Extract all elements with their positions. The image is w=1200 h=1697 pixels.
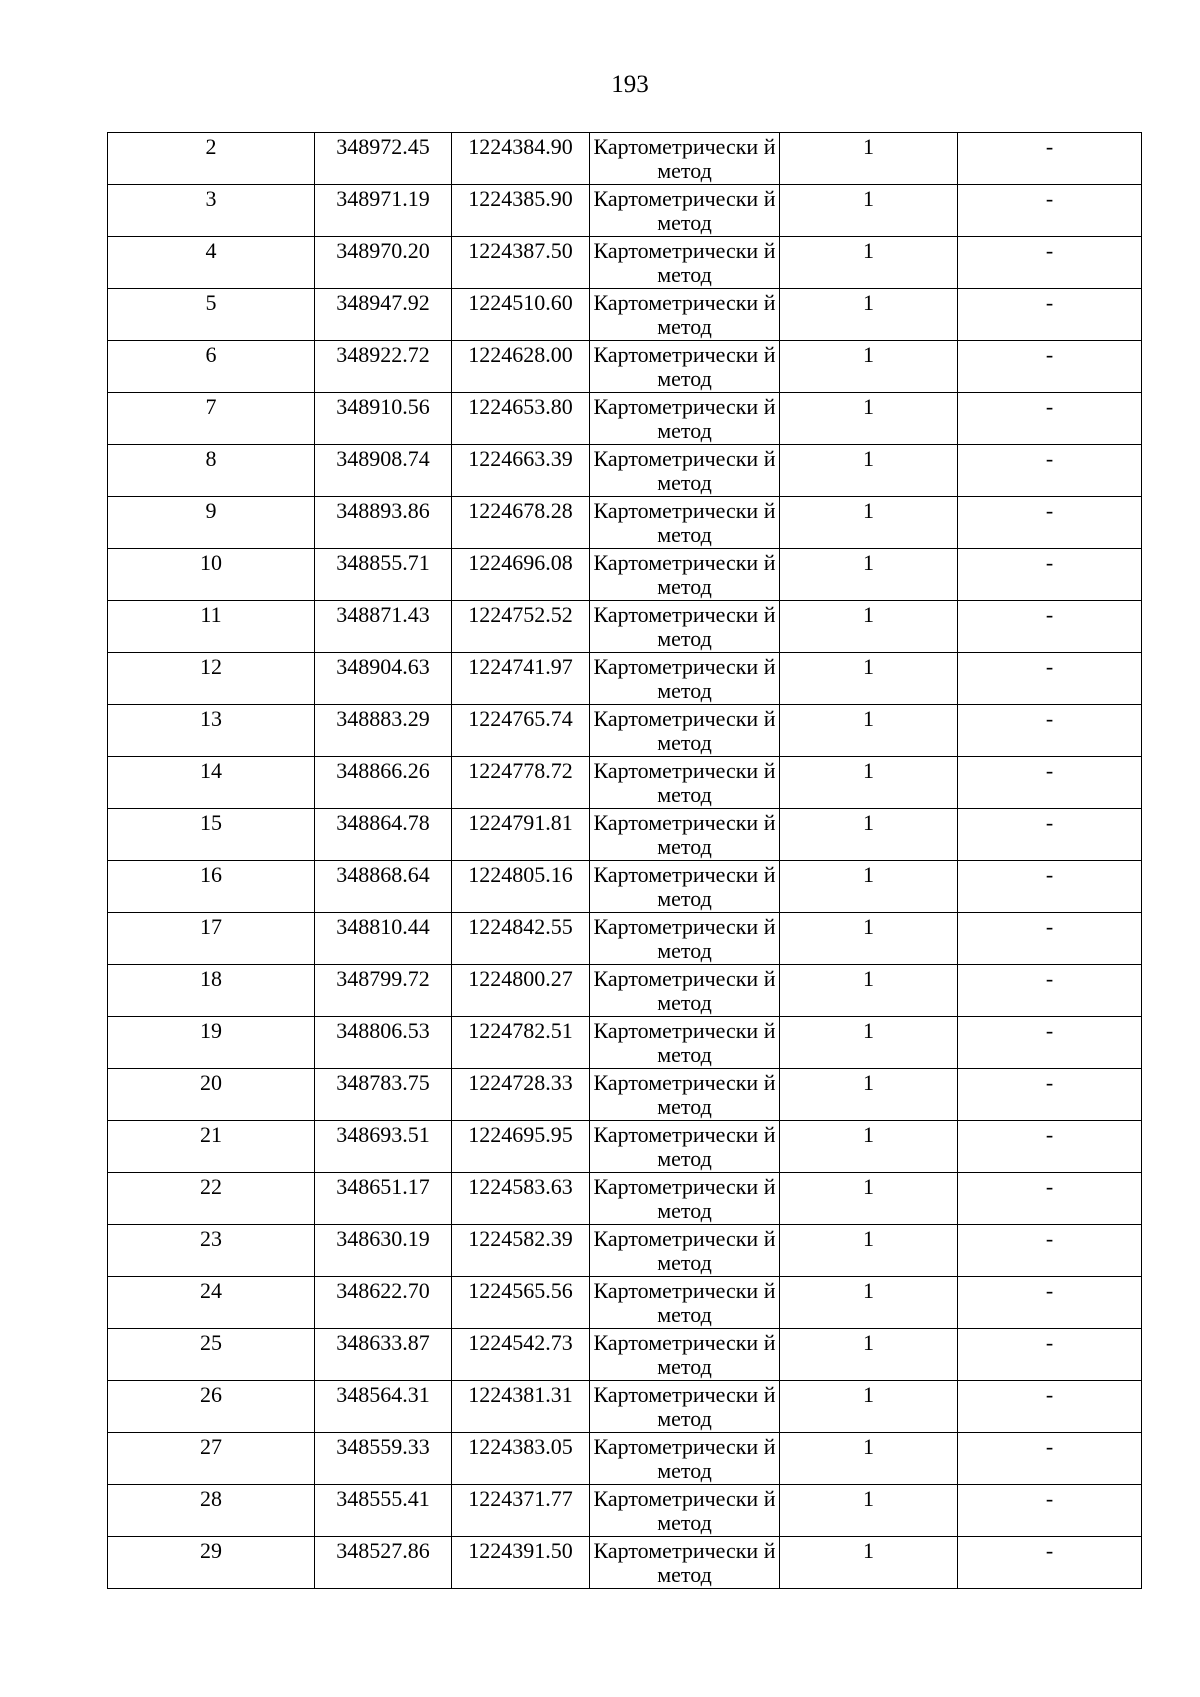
y-coordinate-cell: 1224805.16 [452, 861, 590, 913]
x-coordinate-cell: 348868.64 [315, 861, 452, 913]
point-number-cell: 9 [108, 497, 315, 549]
accuracy-cell: 1 [780, 133, 958, 185]
table-row [108, 653, 1142, 705]
accuracy-cell: 1 [780, 1381, 958, 1433]
accuracy-cell: 1 [780, 1433, 958, 1485]
point-number-cell: 27 [108, 1433, 315, 1485]
point-number-cell: 22 [108, 1173, 315, 1225]
table-row [108, 237, 1142, 289]
x-coordinate-cell: 348564.31 [315, 1381, 452, 1433]
accuracy-cell: 1 [780, 1329, 958, 1381]
method-cell: Картометрически й метод [590, 445, 780, 497]
description-cell: - [958, 185, 1142, 237]
method-cell: Картометрически й метод [590, 757, 780, 809]
point-number-cell: 10 [108, 549, 315, 601]
x-coordinate-cell: 348810.44 [315, 913, 452, 965]
accuracy-cell: 1 [780, 601, 958, 653]
accuracy-cell: 1 [780, 1225, 958, 1277]
table-row [108, 1381, 1142, 1433]
point-number-cell: 17 [108, 913, 315, 965]
point-number-cell: 28 [108, 1485, 315, 1537]
accuracy-cell: 1 [780, 549, 958, 601]
y-coordinate-cell: 1224628.00 [452, 341, 590, 393]
y-coordinate-cell: 1224542.73 [452, 1329, 590, 1381]
method-cell: Картометрически й метод [590, 237, 780, 289]
table-row [108, 133, 1142, 185]
coordinates-table-body [108, 133, 1142, 1589]
y-coordinate-cell: 1224782.51 [452, 1017, 590, 1069]
accuracy-cell: 1 [780, 237, 958, 289]
point-number-cell: 3 [108, 185, 315, 237]
table-row [108, 393, 1142, 445]
description-cell: - [958, 757, 1142, 809]
point-number-cell: 8 [108, 445, 315, 497]
description-cell: - [958, 1173, 1142, 1225]
description-cell: - [958, 653, 1142, 705]
method-cell: Картометрически й метод [590, 601, 780, 653]
table-row [108, 1017, 1142, 1069]
table-row [108, 445, 1142, 497]
x-coordinate-cell: 348651.17 [315, 1173, 452, 1225]
accuracy-cell: 1 [780, 497, 958, 549]
description-cell: - [958, 861, 1142, 913]
description-cell: - [958, 1017, 1142, 1069]
method-cell: Картометрически й метод [590, 1277, 780, 1329]
x-coordinate-cell: 348630.19 [315, 1225, 452, 1277]
method-cell: Картометрически й метод [590, 1173, 780, 1225]
x-coordinate-cell: 348864.78 [315, 809, 452, 861]
y-coordinate-cell: 1224728.33 [452, 1069, 590, 1121]
table-row [108, 1121, 1142, 1173]
y-coordinate-cell: 1224752.52 [452, 601, 590, 653]
x-coordinate-cell: 348783.75 [315, 1069, 452, 1121]
description-cell: - [958, 601, 1142, 653]
table-row [108, 1069, 1142, 1121]
method-cell: Картометрически й метод [590, 133, 780, 185]
description-cell: - [958, 913, 1142, 965]
method-cell: Картометрически й метод [590, 965, 780, 1017]
accuracy-cell: 1 [780, 1017, 958, 1069]
table-row [108, 497, 1142, 549]
y-coordinate-cell: 1224842.55 [452, 913, 590, 965]
y-coordinate-cell: 1224778.72 [452, 757, 590, 809]
y-coordinate-cell: 1224765.74 [452, 705, 590, 757]
y-coordinate-cell: 1224695.95 [452, 1121, 590, 1173]
table-row [108, 809, 1142, 861]
y-coordinate-cell: 1224384.90 [452, 133, 590, 185]
y-coordinate-cell: 1224800.27 [452, 965, 590, 1017]
description-cell: - [958, 1537, 1142, 1589]
method-cell: Картометрически й метод [590, 1017, 780, 1069]
y-coordinate-cell: 1224387.50 [452, 237, 590, 289]
method-cell: Картометрически й метод [590, 1485, 780, 1537]
description-cell: - [958, 237, 1142, 289]
point-number-cell: 5 [108, 289, 315, 341]
description-cell: - [958, 497, 1142, 549]
description-cell: - [958, 965, 1142, 1017]
table-row [108, 705, 1142, 757]
y-coordinate-cell: 1224653.80 [452, 393, 590, 445]
point-number-cell: 24 [108, 1277, 315, 1329]
table-row [108, 185, 1142, 237]
point-number-cell: 14 [108, 757, 315, 809]
accuracy-cell: 1 [780, 1537, 958, 1589]
y-coordinate-cell: 1224678.28 [452, 497, 590, 549]
coordinates-table [107, 132, 1142, 1589]
description-cell: - [958, 549, 1142, 601]
y-coordinate-cell: 1224696.08 [452, 549, 590, 601]
x-coordinate-cell: 348908.74 [315, 445, 452, 497]
x-coordinate-cell: 348866.26 [315, 757, 452, 809]
description-cell: - [958, 1277, 1142, 1329]
point-number-cell: 29 [108, 1537, 315, 1589]
page-number: 193 [611, 71, 649, 98]
y-coordinate-cell: 1224741.97 [452, 653, 590, 705]
x-coordinate-cell: 348693.51 [315, 1121, 452, 1173]
method-cell: Картометрически й метод [590, 913, 780, 965]
y-coordinate-cell: 1224383.05 [452, 1433, 590, 1485]
y-coordinate-cell: 1224371.77 [452, 1485, 590, 1537]
y-coordinate-cell: 1224510.60 [452, 289, 590, 341]
point-number-cell: 11 [108, 601, 315, 653]
point-number-cell: 6 [108, 341, 315, 393]
accuracy-cell: 1 [780, 1173, 958, 1225]
x-coordinate-cell: 348806.53 [315, 1017, 452, 1069]
description-cell: - [958, 341, 1142, 393]
description-cell: - [958, 809, 1142, 861]
x-coordinate-cell: 348972.45 [315, 133, 452, 185]
accuracy-cell: 1 [780, 653, 958, 705]
point-number-cell: 26 [108, 1381, 315, 1433]
method-cell: Картометрически й метод [590, 289, 780, 341]
table-row [108, 289, 1142, 341]
y-coordinate-cell: 1224582.39 [452, 1225, 590, 1277]
x-coordinate-cell: 348922.72 [315, 341, 452, 393]
x-coordinate-cell: 348555.41 [315, 1485, 452, 1537]
method-cell: Картометрически й метод [590, 705, 780, 757]
x-coordinate-cell: 348855.71 [315, 549, 452, 601]
point-number-cell: 4 [108, 237, 315, 289]
description-cell: - [958, 1225, 1142, 1277]
x-coordinate-cell: 348893.86 [315, 497, 452, 549]
point-number-cell: 13 [108, 705, 315, 757]
x-coordinate-cell: 348633.87 [315, 1329, 452, 1381]
table-row [108, 861, 1142, 913]
description-cell: - [958, 393, 1142, 445]
description-cell: - [958, 1381, 1142, 1433]
description-cell: - [958, 445, 1142, 497]
accuracy-cell: 1 [780, 289, 958, 341]
point-number-cell: 15 [108, 809, 315, 861]
description-cell: - [958, 705, 1142, 757]
method-cell: Картометрически й метод [590, 653, 780, 705]
method-cell: Картометрически й метод [590, 1069, 780, 1121]
x-coordinate-cell: 348799.72 [315, 965, 452, 1017]
table-row [108, 913, 1142, 965]
method-cell: Картометрически й метод [590, 1225, 780, 1277]
y-coordinate-cell: 1224583.63 [452, 1173, 590, 1225]
x-coordinate-cell: 348883.29 [315, 705, 452, 757]
table-row [108, 757, 1142, 809]
point-number-cell: 25 [108, 1329, 315, 1381]
description-cell: - [958, 133, 1142, 185]
point-number-cell: 12 [108, 653, 315, 705]
x-coordinate-cell: 348970.20 [315, 237, 452, 289]
table-row [108, 1537, 1142, 1589]
x-coordinate-cell: 348910.56 [315, 393, 452, 445]
x-coordinate-cell: 348527.86 [315, 1537, 452, 1589]
x-coordinate-cell: 348559.33 [315, 1433, 452, 1485]
point-number-cell: 18 [108, 965, 315, 1017]
y-coordinate-cell: 1224791.81 [452, 809, 590, 861]
point-number-cell: 23 [108, 1225, 315, 1277]
y-coordinate-cell: 1224385.90 [452, 185, 590, 237]
accuracy-cell: 1 [780, 445, 958, 497]
y-coordinate-cell: 1224381.31 [452, 1381, 590, 1433]
x-coordinate-cell: 348971.19 [315, 185, 452, 237]
accuracy-cell: 1 [780, 341, 958, 393]
method-cell: Картометрически й метод [590, 809, 780, 861]
description-cell: - [958, 1329, 1142, 1381]
method-cell: Картометрически й метод [590, 185, 780, 237]
accuracy-cell: 1 [780, 861, 958, 913]
accuracy-cell: 1 [780, 393, 958, 445]
y-coordinate-cell: 1224565.56 [452, 1277, 590, 1329]
x-coordinate-cell: 348871.43 [315, 601, 452, 653]
accuracy-cell: 1 [780, 705, 958, 757]
method-cell: Картометрически й метод [590, 341, 780, 393]
point-number-cell: 19 [108, 1017, 315, 1069]
accuracy-cell: 1 [780, 757, 958, 809]
accuracy-cell: 1 [780, 965, 958, 1017]
table-row [108, 601, 1142, 653]
table-row [108, 341, 1142, 393]
method-cell: Картометрически й метод [590, 1121, 780, 1173]
accuracy-cell: 1 [780, 1121, 958, 1173]
point-number-cell: 7 [108, 393, 315, 445]
table-row [108, 1485, 1142, 1537]
table-row [108, 1225, 1142, 1277]
accuracy-cell: 1 [780, 1277, 958, 1329]
point-number-cell: 20 [108, 1069, 315, 1121]
description-cell: - [958, 289, 1142, 341]
method-cell: Картометрически й метод [590, 497, 780, 549]
method-cell: Картометрически й метод [590, 549, 780, 601]
table-row [108, 1329, 1142, 1381]
accuracy-cell: 1 [780, 913, 958, 965]
accuracy-cell: 1 [780, 1485, 958, 1537]
point-number-cell: 2 [108, 133, 315, 185]
table-row [108, 549, 1142, 601]
table-row [108, 965, 1142, 1017]
accuracy-cell: 1 [780, 185, 958, 237]
table-row [108, 1277, 1142, 1329]
method-cell: Картометрически й метод [590, 393, 780, 445]
point-number-cell: 16 [108, 861, 315, 913]
y-coordinate-cell: 1224663.39 [452, 445, 590, 497]
description-cell: - [958, 1121, 1142, 1173]
description-cell: - [958, 1069, 1142, 1121]
x-coordinate-cell: 348904.63 [315, 653, 452, 705]
accuracy-cell: 1 [780, 1069, 958, 1121]
table-row [108, 1173, 1142, 1225]
table-row [108, 1433, 1142, 1485]
accuracy-cell: 1 [780, 809, 958, 861]
description-cell: - [958, 1433, 1142, 1485]
method-cell: Картометрически й метод [590, 861, 780, 913]
method-cell: Картометрически й метод [590, 1381, 780, 1433]
description-cell: - [958, 1485, 1142, 1537]
x-coordinate-cell: 348947.92 [315, 289, 452, 341]
method-cell: Картометрически й метод [590, 1433, 780, 1485]
y-coordinate-cell: 1224391.50 [452, 1537, 590, 1589]
method-cell: Картометрически й метод [590, 1537, 780, 1589]
method-cell: Картометрически й метод [590, 1329, 780, 1381]
x-coordinate-cell: 348622.70 [315, 1277, 452, 1329]
point-number-cell: 21 [108, 1121, 315, 1173]
